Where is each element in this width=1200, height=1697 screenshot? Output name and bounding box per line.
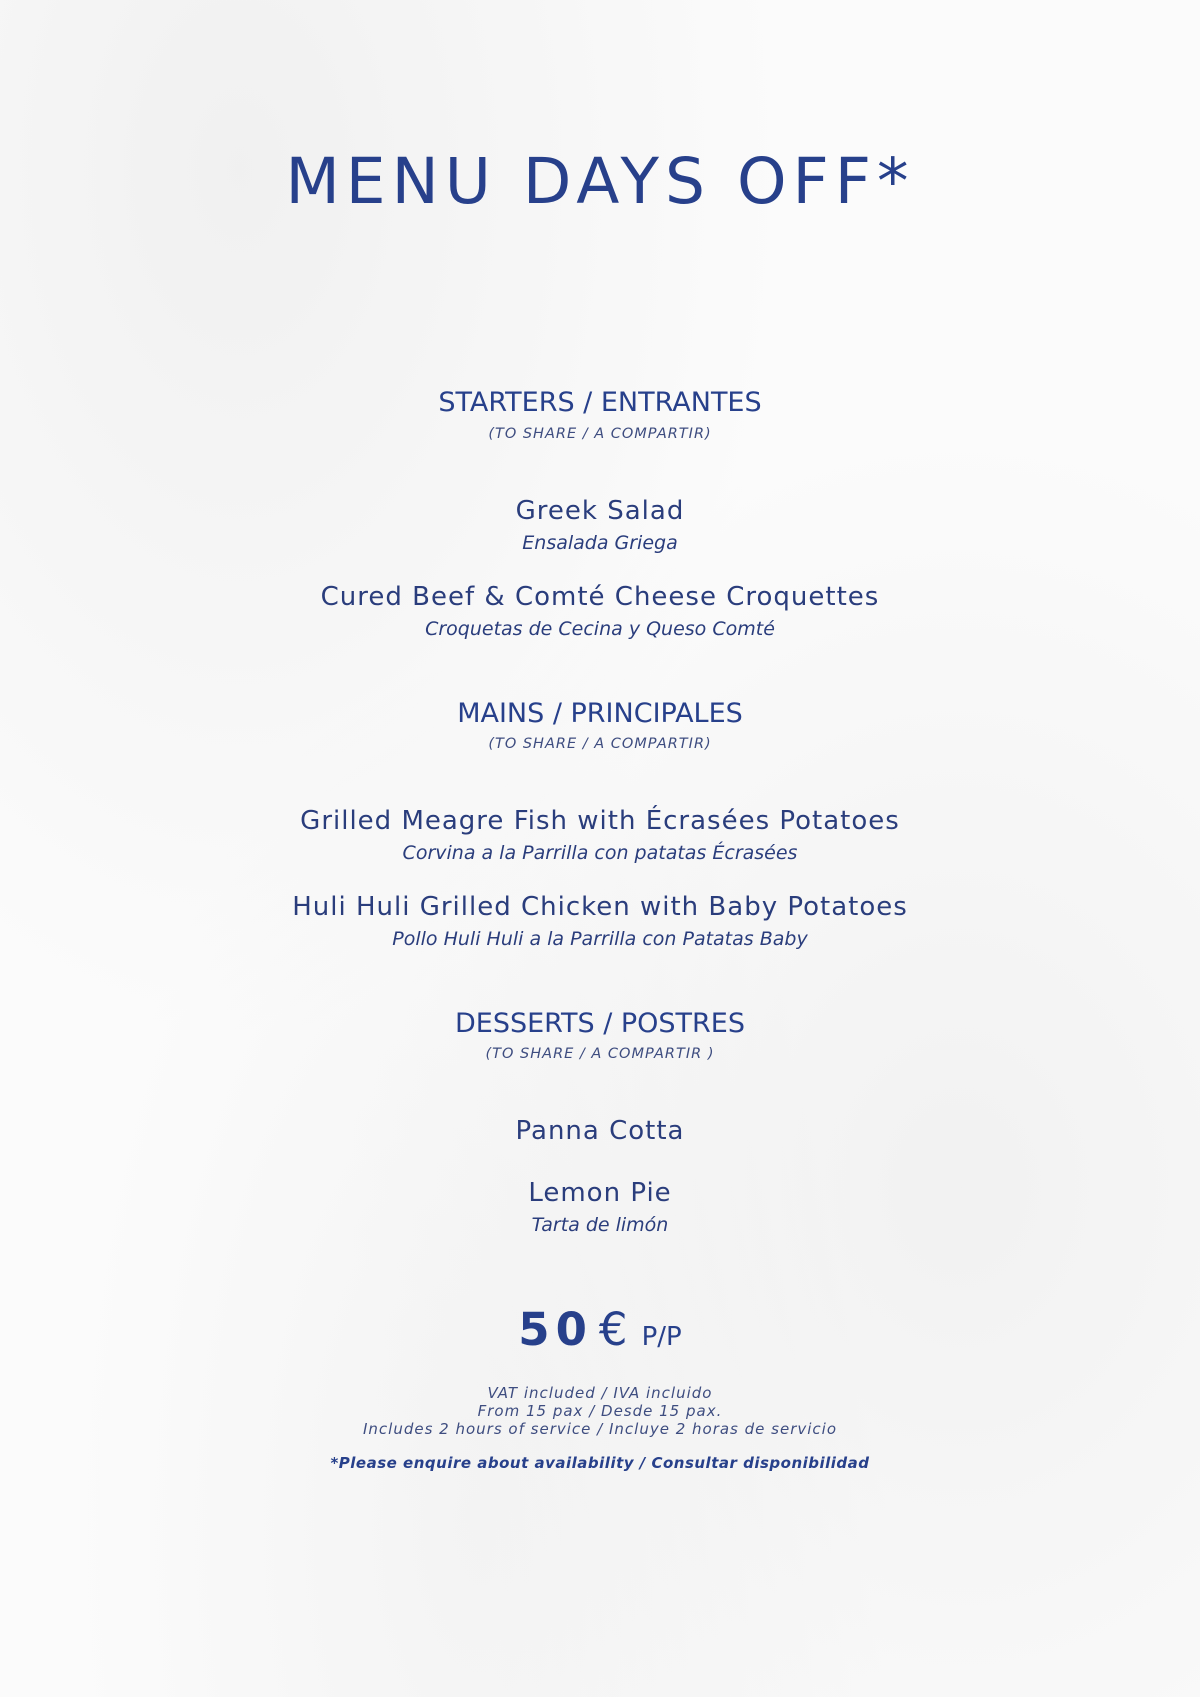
price-amount: 50 bbox=[518, 1303, 593, 1356]
dish-meagre-fish: Grilled Meagre Fish with Écrasées Potatoes bbox=[300, 806, 900, 836]
dish-lemon-pie-es: Tarta de limón bbox=[531, 1214, 669, 1236]
dish-panna-cotta: Panna Cotta bbox=[515, 1116, 685, 1146]
section-note-starters: (TO SHARE / A COMPARTIR) bbox=[488, 426, 712, 442]
menu-title: MENU DAYS OFF* bbox=[285, 145, 915, 218]
dish-lemon-pie: Lemon Pie bbox=[528, 1178, 672, 1208]
dish-croquettes: Cured Beef & Comté Cheese Croquettes bbox=[320, 582, 880, 612]
section-heading-mains: MAINS / PRINCIPALES bbox=[457, 698, 743, 729]
price-unit: P/P bbox=[641, 1322, 682, 1352]
section-note-desserts: (TO SHARE / A COMPARTIR ) bbox=[485, 1046, 715, 1062]
dish-huli-chicken: Huli Huli Grilled Chicken with Baby Potatoes bbox=[292, 892, 908, 922]
note-vat: VAT included / IVA incluido bbox=[487, 1384, 713, 1402]
price-currency: € bbox=[598, 1303, 628, 1356]
note-min-pax: From 15 pax / Desde 15 pax. bbox=[477, 1402, 723, 1420]
dish-meagre-fish-es: Corvina a la Parrilla con patatas Écrasées bbox=[402, 842, 798, 864]
section-heading-starters: STARTERS / ENTRANTES bbox=[438, 387, 762, 418]
section-note-mains: (TO SHARE / A COMPARTIR) bbox=[488, 736, 712, 752]
dish-huli-chicken-es: Pollo Huli Huli a la Parrilla con Patatas Baby bbox=[392, 928, 808, 950]
note-service-hours: Includes 2 hours of service / Incluye 2 horas de servicio bbox=[362, 1420, 837, 1438]
enquire-note: *Please enquire about availability / Consultar disponibilidad bbox=[330, 1454, 870, 1472]
price bbox=[0, 1300, 1200, 1370]
section-heading-desserts: DESSERTS / POSTRES bbox=[455, 1008, 745, 1039]
dish-greek-salad-es: Ensalada Griega bbox=[522, 532, 678, 554]
dish-greek-salad: Greek Salad bbox=[515, 496, 685, 526]
dish-croquettes-es: Croquetas de Cecina y Queso Comté bbox=[425, 618, 775, 640]
